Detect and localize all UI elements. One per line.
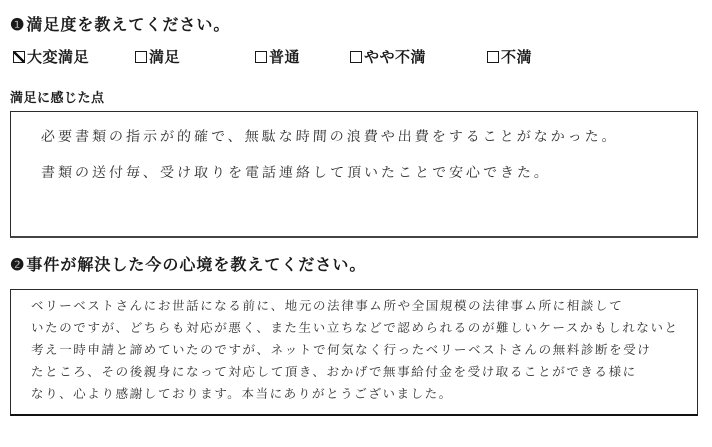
checkbox-icon <box>255 51 267 63</box>
option-somewhat-dissatisfied <box>350 46 426 67</box>
handwritten-line: 考え一時申請と諦めていたのですが、ネットで何気なく行ったベリーベストさんの無料診断を受け <box>30 342 652 357</box>
handwritten-line: いたのですが、どちらも対応が悪く、また生い立ちなどで認められるのが難しいケースかもしれないと <box>30 320 680 335</box>
question2-title: 事件が解決した今の心境を教えてください。 <box>26 257 367 274</box>
handwritten-line: なり、心より感謝しております。本当にありがとうございました。 <box>30 386 454 401</box>
satisfaction-options-row <box>0 46 712 68</box>
option-dissatisfied <box>487 46 532 67</box>
option-label: 不満 <box>501 50 533 66</box>
checkbox-checked-icon <box>13 51 25 63</box>
satisfied-points-label: 満足に感じた点 <box>10 90 105 105</box>
question2-number-icon: ❷ <box>10 257 26 274</box>
option-label: 大変満足 <box>27 50 90 66</box>
handwritten-line: 書類の送付毎、受け取りを電話連絡して頂いたことで安心できた。 <box>40 165 552 181</box>
handwritten-line: たところ、その後親身になって対応して頂き、おかげで無事給付金を受け取ることができる様に <box>30 364 638 379</box>
question2-heading <box>10 252 366 275</box>
question1-number-icon: ❶ <box>10 17 26 34</box>
question1-answer-box <box>10 111 698 238</box>
option-label: やや不満 <box>364 50 427 66</box>
question2-answer-box <box>10 289 698 416</box>
checkbox-icon <box>487 51 499 63</box>
handwritten-line: ベリーベストさんにお世話になる前に、地元の法律事ム所や全国規模の法律事ム所に相談して <box>30 298 624 313</box>
question1-title: 満足度を教えてください。 <box>26 17 231 34</box>
handwritten-line: 必要書類の指示が的確で、無駄な時間の浪費や出費をすることがなかった。 <box>40 129 620 145</box>
checkbox-icon <box>350 51 362 63</box>
option-label: 満足 <box>149 50 181 66</box>
question1-heading <box>10 12 230 35</box>
option-label: 普通 <box>269 50 301 66</box>
checkbox-icon <box>135 51 147 63</box>
option-satisfied <box>135 46 180 67</box>
option-very-satisfied <box>13 46 89 67</box>
option-neutral <box>255 46 300 67</box>
